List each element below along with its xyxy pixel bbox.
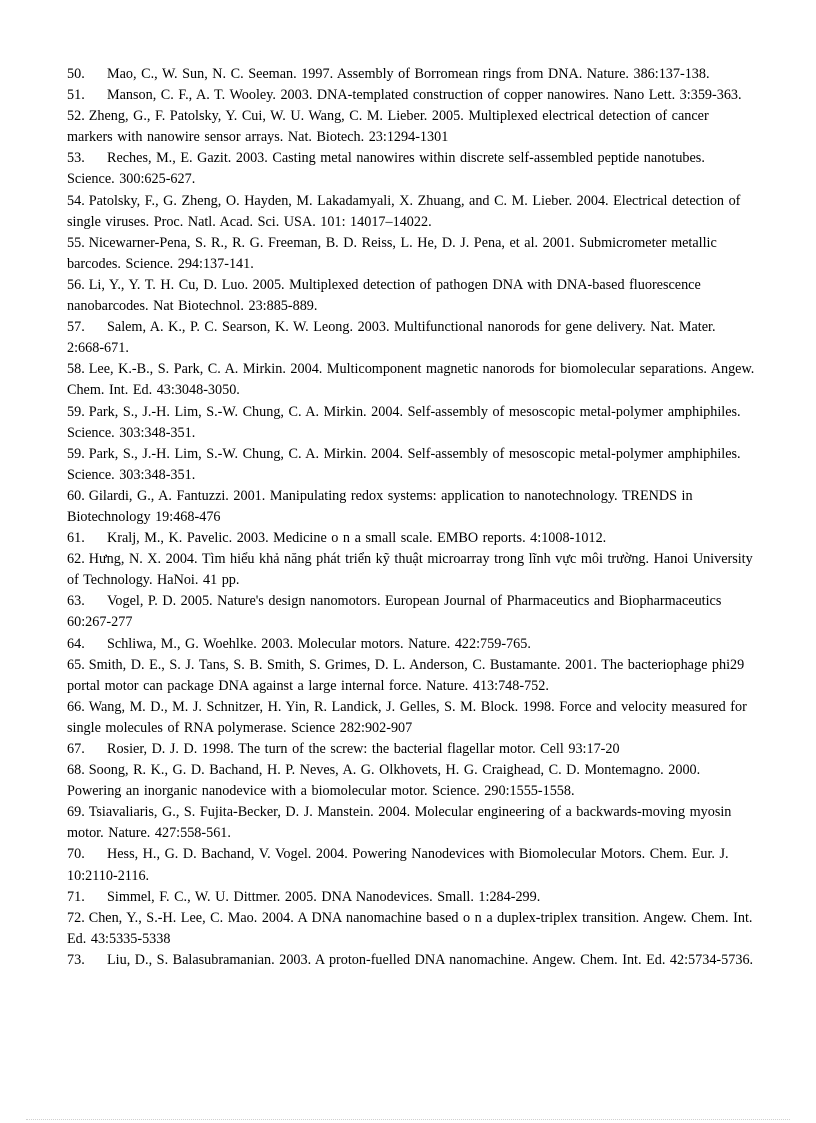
reference-number: 67. (67, 741, 85, 757)
reference-number: 62. (67, 551, 85, 568)
reference-text: Vogel, P. D. 2005. Nature's design nanomotors. European Journal of Pharmaceutics and Biopharmaceutics 60:267-277 (67, 593, 722, 631)
reference-text: Simmel, F. C., W. U. Dittmer. 2005. DNA Nanodevices. Small. 1:284-299. (107, 888, 541, 905)
reference-number: 73. (67, 951, 85, 968)
reference-text: Manson, C. F., A. T. Wooley. 2003. DNA-templated construction of copper nanowires. Nano Lett. 3:359-363. (107, 87, 742, 104)
reference-text: Reches, M., E. Gazit. 2003. Casting metal nanowires within discrete self-assembled peptide nanotubes. Science. 300:625-627. (67, 150, 705, 188)
reference-text: Zheng, G., F. Patolsky, Y. Cui, W. U. Wang, C. M. Lieber. 2005. Multiplexed electrical detection of cancer markers with nanowire sensor arrays. Nat. Biotech. 23:1294-1301 (67, 108, 709, 146)
reference-text: Park, S., J.-H. Lim, S.-W. Chung, C. A. Mirkin. 2004. Self-assembly of mesoscopic metal-polymer amphiphiles. Science. 303:348-351. (67, 403, 741, 441)
page-bottom-rule (26, 1119, 790, 1120)
reference-text: Rosier, D. J. D. 1998. The turn of the screw: the bacterial flagellar motor. Cell 93:17-20 (107, 741, 620, 757)
reference-number: 65. (67, 656, 85, 673)
reference-number: 50. (67, 66, 85, 82)
reference-number: 57. (67, 319, 85, 336)
reference-number: 51. (67, 87, 85, 104)
reference-number: 69. (67, 804, 85, 821)
reference-entry (67, 655, 757, 697)
reference-text: Gilardi, G., A. Fantuzzi. 2001. Manipulating redox systems: application to nanotechnology. TRENDS in Biotechnology 19:468-476 (67, 487, 693, 525)
reference-text: Salem, A. K., P. C. Searson, K. W. Leong. 2003. Multifunctional nanorods for gene delivery. Nat. Mater. 2:668-671. (67, 319, 716, 357)
reference-entry (67, 359, 757, 401)
reference-list (67, 64, 757, 971)
reference-entry (67, 85, 757, 106)
reference-entry (67, 844, 757, 886)
reference-number: 55. (67, 234, 85, 251)
reference-entry (67, 760, 757, 802)
reference-number: 59. (67, 445, 85, 462)
reference-text: Park, S., J.-H. Lim, S.-W. Chung, C. A. Mirkin. 2004. Self-assembly of mesoscopic metal-polymer amphiphiles. Science. 303:348-351. (67, 445, 741, 483)
reference-number: 64. (67, 635, 85, 652)
reference-entry (67, 64, 757, 85)
reference-number: 58. (67, 361, 85, 378)
reference-entry (67, 634, 757, 655)
reference-text: Kralj, M., K. Pavelic. 2003. Medicine o n a small scale. EMBO reports. 4:1008-1012. (107, 530, 607, 547)
reference-number: 70. (67, 846, 85, 863)
reference-entry (67, 233, 757, 275)
reference-number: 71. (67, 888, 85, 905)
reference-entry (67, 697, 757, 739)
reference-text: Lee, K.-B., S. Park, C. A. Mirkin. 2004. Multicomponent magnetic nanorods for biomolecular separations. Angew. Chem. Int. Ed. 43:3048-3050. (67, 361, 755, 399)
reference-entry (67, 739, 757, 760)
reference-entry (67, 148, 757, 190)
reference-entry (67, 528, 757, 549)
reference-text: Schliwa, M., G. Woehlke. 2003. Molecular motors. Nature. 422:759-765. (107, 635, 531, 652)
reference-entry (67, 802, 757, 844)
reference-text: Hưng, N. X. 2004. Tìm hiểu khả năng phát triển kỹ thuật microarray trong lĩnh vực môi trường. Hanoi University of Technology. HaNoi. 41 pp. (67, 551, 753, 589)
reference-text: Patolsky, F., G. Zheng, O. Hayden, M. Lakadamyali, X. Zhuang, and C. M. Lieber. 2004. Electrical detection of single viruses. Proc. Natl. Acad. Sci. USA. 101: 14017–14022. (67, 192, 741, 230)
reference-entry (67, 275, 757, 317)
reference-text: Li, Y., Y. T. H. Cu, D. Luo. 2005. Multiplexed detection of pathogen DNA with DNA-based fluorescence nanobarcodes. Nat Biotechnol. 23:885-889. (67, 276, 701, 315)
reference-text: Smith, D. E., S. J. Tans, S. B. Smith, S. Grimes, D. L. Anderson, C. Bustamante. 2001. The bacteriophage phi29 portal motor can package DNA against a large internal force. Nature. 413:748-752. (67, 656, 745, 694)
reference-text: Hess, H., G. D. Bachand, V. Vogel. 2004. Powering Nanodevices with Biomolecular Motors. Chem. Eur. J. 10:2110-2116. (67, 846, 729, 884)
reference-number: 68. (67, 762, 85, 779)
reference-text: Nicewarner-Pena, S. R., R. G. Freeman, B. D. Reiss, L. He, D. J. Pena, et al. 2001. Submicrometer metallic barcodes. Science. 294:137-141. (67, 234, 717, 272)
reference-number: 66. (67, 698, 85, 715)
reference-entry (67, 317, 757, 359)
reference-text: Chen, Y., S.-H. Lee, C. Mao. 2004. A DNA nanomachine based o n a duplex-triplex transition. Angew. Chem. Int. Ed. 43:5335-5338 (67, 909, 753, 947)
reference-entry (67, 908, 757, 950)
reference-entry (67, 950, 757, 971)
reference-text: Soong, R. K., G. D. Bachand, H. P. Neves, A. G. Olkhovets, H. G. Craighead, C. D. Montemagno. 2000. Powering an inorganic nanodevice with a biomolecular motor. Science. 290:1555-1558. (67, 762, 701, 800)
reference-text: Liu, D., S. Balasubramanian. 2003. A proton-fuelled DNA nanomachine. Angew. Chem. Int. Ed. 42:5734-5736. (107, 951, 754, 968)
reference-entry (67, 887, 757, 908)
reference-number: 56. (67, 276, 85, 293)
reference-number: 53. (67, 150, 85, 167)
reference-entry (67, 402, 757, 444)
reference-number: 52. (67, 108, 85, 125)
reference-entry (67, 106, 757, 148)
reference-number: 72. (67, 909, 85, 926)
reference-number: 54. (67, 192, 85, 209)
reference-entry (67, 591, 757, 633)
reference-text: Wang, M. D., M. J. Schnitzer, H. Yin, R. Landick, J. Gelles, S. M. Block. 1998. Force and velocity measured for single molecules of RNA polymerase. Science 282:902-907 (67, 698, 747, 736)
reference-number: 60. (67, 487, 85, 504)
reference-entry (67, 191, 757, 233)
reference-number: 61. (67, 530, 85, 547)
reference-number: 63. (67, 593, 85, 610)
reference-entry (67, 486, 757, 528)
reference-entry (67, 444, 757, 486)
reference-number: 59. (67, 403, 85, 420)
reference-text: Mao, C., W. Sun, N. C. Seeman. 1997. Assembly of Borromean rings from DNA. Nature. 386:137-138. (107, 66, 710, 82)
reference-entry (67, 549, 757, 591)
reference-text: Tsiavaliaris, G., S. Fujita-Becker, D. J. Manstein. 2004. Molecular engineering of a backwards-moving myosin motor. Nature. 427:558-561. (67, 804, 732, 842)
